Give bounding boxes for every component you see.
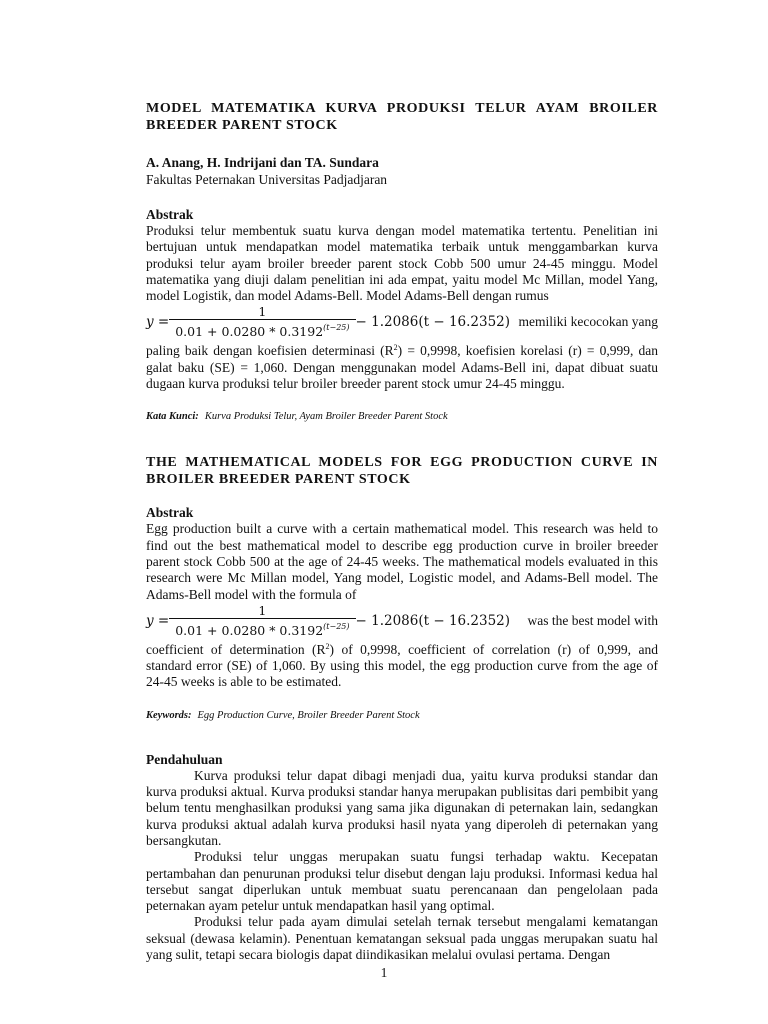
english-formula-suffix-text: was the best model with	[527, 612, 658, 628]
keywords-value: Kurva Produksi Telur, Ayam Broiler Breeder Parent Stock	[204, 411, 448, 423]
indonesian-formula-line	[146, 304, 658, 340]
affiliation: Fakultas Peternakan Universitas Padjadjaran	[146, 172, 388, 187]
adams-bell-formula-en	[146, 603, 510, 639]
english-formula-line	[146, 603, 658, 639]
keywords-label: Kata Kunci:	[146, 411, 199, 423]
indonesian-abstract-cont-2: ) = 0,9998, koefisien korelasi (r) = 0,999, dan galat baku (SE) = 1,060. Dengan menggunakan model Adams-Bell ini, dapat dibuat suatu dugaan kurva produksi telur broiler breeder parent stock umur 24-45 minggu.	[146, 343, 659, 392]
english-abstract-heading: Abstrak	[146, 505, 194, 521]
english-formula-suffix	[510, 613, 658, 629]
formula-denominator	[173, 320, 351, 340]
keywords-value-en: Egg Production Curve, Broiler Breeder Parent Stock	[197, 709, 420, 721]
r-squared-sup: 2	[393, 343, 398, 353]
english-keywords	[146, 709, 658, 723]
formula-rhs-en: − 1.2086(t − 16.2352)	[355, 612, 511, 629]
formula-exponent-en: (t−25)	[323, 621, 350, 631]
introduction-paragraph: Produksi telur pada ayam dimulai setelah ternak tersebut mengalami kematangan seksual (dewasa kelamin). Penentuan kematangan seksual pada unggas merupakan suatu hal yang sulit, tetapi secara biologis dapat diindikasikan melalui ovulasi pertama. Dengan	[146, 914, 658, 963]
formula-denominator-en	[173, 619, 351, 639]
formula-numerator: 1	[169, 304, 355, 320]
indonesian-title: MODEL MATEMATIKA KURVA PRODUKSI TELUR AYAM BROILER BREEDER PARENT STOCK	[146, 101, 658, 133]
paper-page	[146, 100, 658, 963]
formula-denominator-base: 0.01 + 0.0280 * 0.3192	[175, 324, 324, 340]
formula-fraction	[173, 304, 351, 340]
indonesian-formula-suffix	[510, 314, 658, 330]
english-abstract-continued	[146, 639, 658, 691]
formula-lhs: y =	[146, 314, 170, 331]
indonesian-abstract-cont-1: paling baik dengan koefisien determinasi (R	[146, 343, 394, 359]
english-title: THE MATHEMATICAL MODELS FOR EGG PRODUCTION CURVE IN BROILER BREEDER PARENT STOCK	[146, 455, 658, 488]
english-abstract-cont-1: coefficient of determination (R	[146, 641, 326, 657]
indonesian-keywords	[146, 410, 658, 424]
page-number: 1	[380, 965, 388, 980]
r-squared-sup-en: 2	[325, 641, 330, 651]
formula-exponent: (t−25)	[323, 323, 350, 333]
formula-lhs-en: y =	[146, 612, 170, 629]
indonesian-abstract-continued	[146, 340, 658, 392]
authors: A. Anang, H. Indrijani dan TA. Sundara	[146, 155, 379, 170]
introduction-paragraph: Kurva produksi telur dapat dibagi menjadi dua, yaitu kurva produksi standar dan kurva produksi aktual. Kurva produksi standar hanya merupakan publisitas dari pembibit yang belum tentu menghasilkan produksi yang sama jika digunakan di peternakan lain, sedangkan kurva produksi aktual adalah kurva produksi hasil nyata yang diperoleh di peternakan yang bersangkutan.	[146, 767, 658, 848]
formula-rhs: − 1.2086(t − 16.2352)	[355, 314, 511, 331]
english-abstract-cont-2: ) of 0,9998, coefficient of correlation (r) of 0,999, and standard error (SE) of 1,060. By using this model, the egg production curve from the age of 24-45 weeks is able to be estimated.	[146, 641, 658, 690]
adams-bell-formula	[146, 304, 510, 340]
keywords-label-en: Keywords:	[146, 709, 192, 721]
formula-denominator-base-en: 0.01 + 0.0280 * 0.3192	[175, 622, 324, 638]
english-abstract-text: Egg production built a curve with a certain mathematical model. This research was held to find out the best mathematical model to describe egg production curve in broiler breeder parent stock Cobb 500 at the age of 24-45 weeks. The mathematical models evaluated in this research were Mc Millan model, Yang model, Logistic model, and Adams-Bell model. The Adams-Bell model with the formula of	[146, 521, 658, 602]
introduction-heading: Pendahuluan	[146, 751, 223, 767]
indonesian-abstract-heading: Abstrak	[146, 207, 194, 222]
indonesian-formula-suffix-text: memiliki kecocokan yang	[518, 314, 658, 330]
formula-numerator-en: 1	[169, 603, 355, 619]
indonesian-abstract-text: Produksi telur membentuk suatu kurva dengan model matematika tertentu. Penelitian ini bertujuan untuk mendapatkan model matematika terbaik untuk menggambarkan kurva produksi telur ayam broiler breeder parent stock Cobb 500 umur 24-45 minggu. Model matematika yang diuji dalam penelitian ini ada empat, yaitu model Mc Millan, model Yang, model Logistik, dan model Adams-Bell. Model Adams-Bell dengan rumus	[146, 223, 658, 304]
formula-fraction-en	[173, 603, 351, 639]
introduction-paragraph: Produksi telur unggas merupakan suatu fungsi terhadap waktu. Kecepatan pertambahan dan penurunan produksi telur disebut dengan laju produksi. Informasi kedua hal tersebut sangat diperlukan untuk membuat suatu perencanaan dan pengelolaan pada peternakan ayam petelur untuk mendapatkan hasil yang optimal.	[146, 849, 658, 914]
